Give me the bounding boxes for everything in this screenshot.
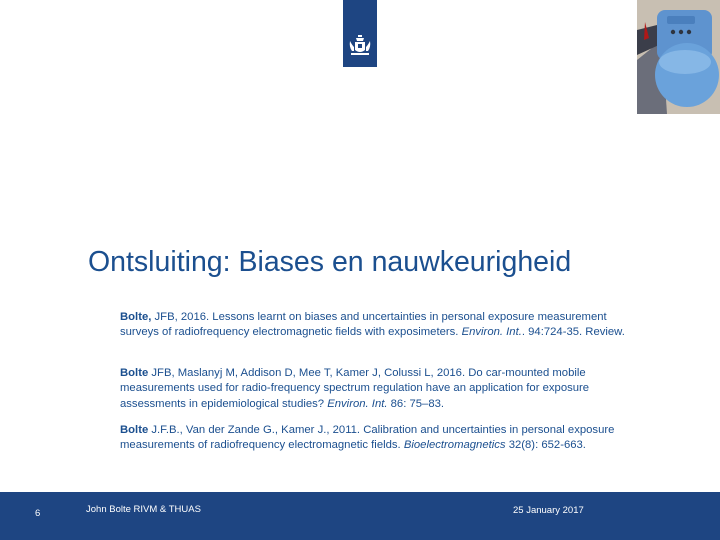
reference-3 bbox=[120, 423, 630, 454]
coat-of-arms-icon bbox=[347, 33, 373, 59]
reference-1 bbox=[120, 310, 630, 341]
reference-text: J.F.B., Van der Zande G., Kamer J., 2011. Calibration and uncertainties in personal exposure measurements of radiofrequency electromagnetic fields. bbox=[120, 424, 615, 452]
footer-bar bbox=[0, 492, 720, 540]
footer-date: 25 January 2017 bbox=[513, 505, 584, 516]
exposimeter-photo bbox=[637, 0, 720, 114]
reference-text: JFB, 2016. Lessons learnt on biases and uncertainties in personal exposure measurement surveys of radiofrequency electromagnetic fields with exposimeters. bbox=[120, 311, 607, 339]
reference-author: Bolte, bbox=[120, 311, 152, 323]
reference-author: Bolte bbox=[120, 424, 149, 436]
reference-citation: 32(8): 652-663. bbox=[505, 439, 586, 452]
reference-citation: 86: 75–83. bbox=[387, 397, 445, 410]
page-number: 6 bbox=[35, 508, 41, 519]
reference-citation: . 94:724-35. Review. bbox=[521, 326, 625, 339]
reference-journal: Environ. Int. bbox=[461, 326, 522, 339]
reference-author: Bolte bbox=[120, 367, 149, 379]
footer-author: John Bolte RIVM & THUAS bbox=[86, 504, 201, 515]
slide-title: Ontsluiting: Biases en nauwkeurigheid bbox=[88, 246, 572, 278]
reference-2 bbox=[120, 366, 630, 412]
reference-journal: Bioelectromagnetics bbox=[403, 439, 506, 452]
government-logo bbox=[343, 0, 377, 67]
exposimeter-device-photo bbox=[637, 0, 720, 114]
reference-journal: Environ. Int. bbox=[327, 397, 388, 410]
reference-text: JFB, Maslanyj M, Addison D, Mee T, Kamer J, Colussi L, 2016. Do car-mounted mobile measurements used for radio-frequency spectrum regulation have an application for exposure assessments in epidemiological studies? bbox=[120, 367, 590, 410]
